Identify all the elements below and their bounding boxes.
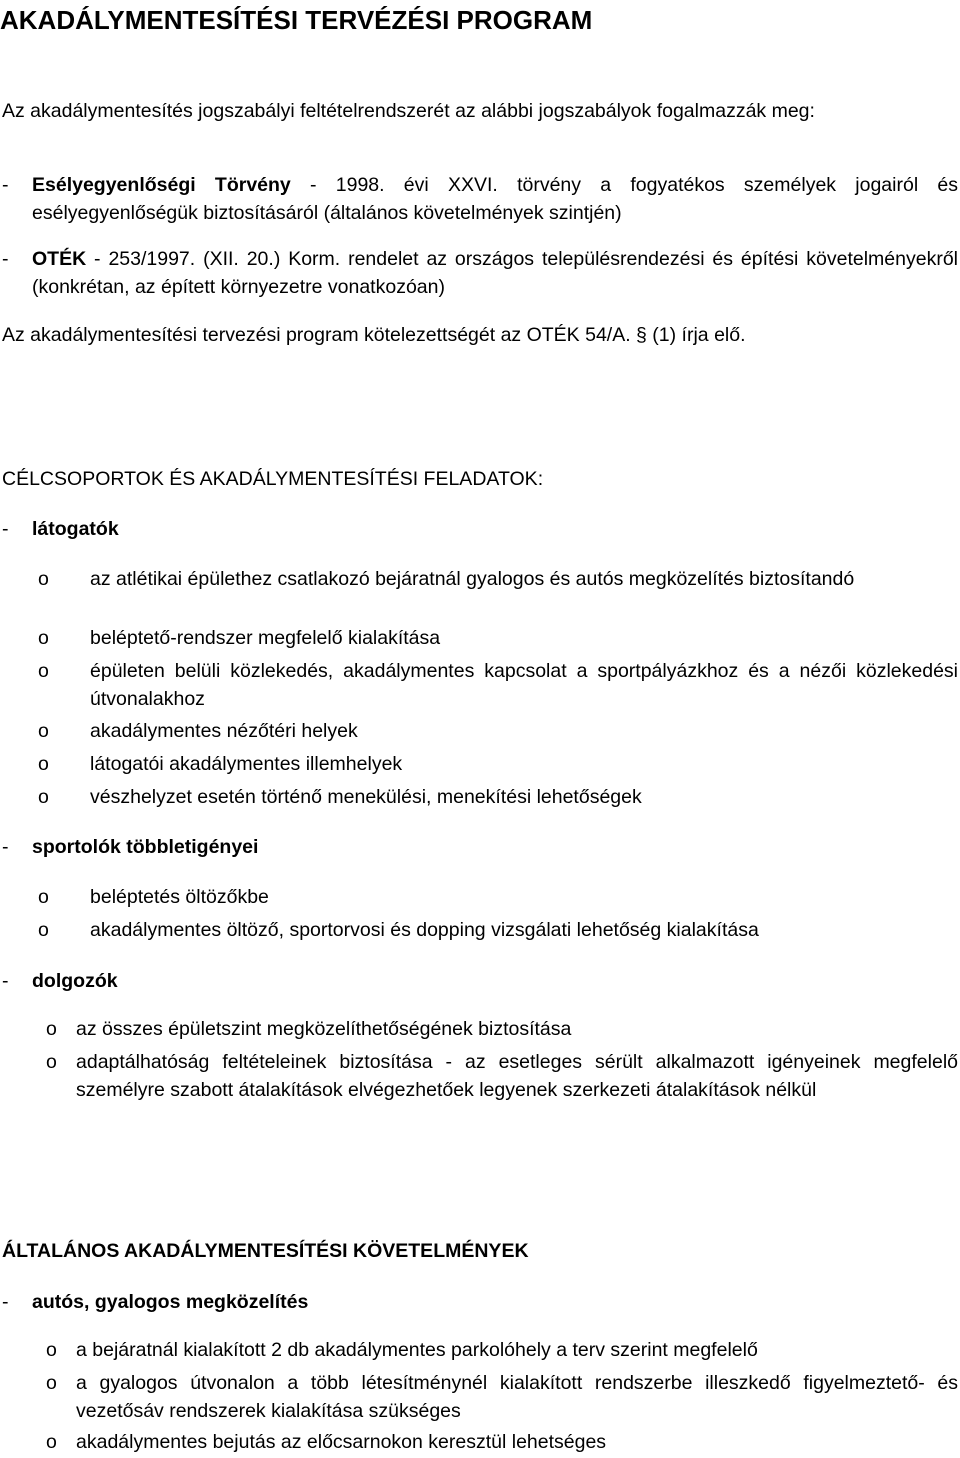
list-item-text: adaptálhatóság feltételeinek biztosítása - az esetleges sérült alkalmazott igényeinek megfelelő személyre szabott átalakítások elvégezhetőek legyenek szerkezeti átalakítások nélkül	[76, 1051, 958, 1101]
list-item	[2, 883, 958, 911]
dash-marker: -	[2, 836, 9, 858]
group-heading-access	[2, 1288, 308, 1316]
law-item-2	[2, 245, 958, 301]
bullet-marker: o	[46, 1431, 57, 1453]
law-item-text	[32, 171, 958, 227]
bullet-marker: o	[46, 1051, 57, 1073]
list-item	[2, 657, 958, 713]
bullet-marker: o	[38, 568, 49, 590]
list-item	[2, 1369, 958, 1425]
bullet-marker: o	[46, 1018, 57, 1040]
law-name: OTÉK	[32, 248, 87, 270]
list-item	[2, 916, 958, 944]
section-heading-general-requirements: ÁLTALÁNOS AKADÁLYMENTESÍTÉSI KÖVETELMÉNYEK	[2, 1240, 529, 1262]
list-item-text: akadálymentes öltöző, sportorvosi és dopping vizsgálati lehetőség kialakítása	[90, 919, 759, 941]
bullet-marker: o	[38, 720, 49, 742]
list-item-text: az atlétikai épülethez csatlakozó bejáratnál gyalogos és autós megközelítés biztosítandó	[90, 568, 855, 590]
list-item-text: az összes épületszint megközelíthetőségének biztosítása	[76, 1018, 572, 1040]
bullet-marker: o	[46, 1339, 57, 1361]
group-heading-employees	[2, 967, 118, 995]
list-item-text: akadálymentes bejutás az előcsarnokon keresztül lehetséges	[76, 1431, 607, 1453]
group-heading-visitors	[2, 515, 119, 543]
law-name: Esélyegyenlőségi Törvény	[32, 174, 291, 196]
list-item-text: épületen belüli közlekedés, akadálymentes kapcsolat a sportpályázkhoz és a nézői közlekedési útvonalakhoz	[90, 660, 958, 710]
group-label: sportolók többletigényei	[32, 836, 259, 858]
list-item-text: a bejáratnál kialakított 2 db akadálymentes parkolóhely a terv szerint megfelelő	[76, 1339, 758, 1361]
list-item	[2, 1428, 958, 1456]
list-item-text: vészhelyzet esetén történő menekülési, menekítési lehetőségek	[90, 786, 642, 808]
list-item	[2, 1048, 958, 1104]
list-item-text: beléptető-rendszer megfelelő kialakítása	[90, 627, 441, 649]
dash-marker: -	[2, 174, 9, 196]
bullet-marker: o	[38, 786, 49, 808]
dash-marker: -	[2, 518, 9, 540]
list-item	[2, 1015, 958, 1043]
list-item	[2, 624, 958, 652]
bullet-marker: o	[38, 627, 49, 649]
list-item	[2, 565, 958, 593]
group-label: dolgozók	[32, 970, 118, 992]
bullet-marker: o	[38, 886, 49, 908]
list-item	[2, 717, 958, 745]
document-title: AKADÁLYMENTESÍTÉSI TERVÉZÉSI PROGRAM	[0, 5, 593, 35]
bullet-marker: o	[38, 753, 49, 775]
list-item	[2, 783, 958, 811]
bullet-marker: o	[38, 919, 49, 941]
law-description: - 253/1997. (XII. 20.) Korm. rendelet az országos településrendezési és építési követelményekről (konkrétan, az épített környezetre vonatkozóan)	[32, 248, 958, 298]
intro-paragraph: Az akadálymentesítés jogszabályi feltételrendszerét az alábbi jogszabályok fogalmazzák meg:	[2, 100, 815, 122]
list-item-text: látogatói akadálymentes illemhelyek	[90, 753, 403, 775]
dash-marker: -	[2, 1291, 9, 1313]
bullet-marker: o	[38, 660, 49, 682]
list-item-text: beléptetés öltözőkbe	[90, 886, 269, 908]
list-item	[2, 750, 958, 778]
list-item-text: a gyalogos útvonalon a több létesítménynél kialakított rendszerbe illeszkedő figyelmeztető- és vezetősáv rendszerek kialakítása szükséges	[76, 1372, 958, 1422]
list-item-text: akadálymentes nézőtéri helyek	[90, 720, 358, 742]
group-heading-athletes	[2, 833, 258, 861]
group-label: látogatók	[32, 518, 119, 540]
law-item-1	[2, 171, 958, 227]
law-description: - 1998. évi XXVI. törvény a fogyatékos személyek jogairól és esélyegyenlőségük biztosításáról (általános követelmények szintjén)	[32, 174, 958, 224]
dash-marker: -	[2, 970, 9, 992]
obligation-paragraph: Az akadálymentesítési tervezési program kötelezettségét az OTÉK 54/A. § (1) írja elő.	[2, 324, 746, 346]
bullet-marker: o	[46, 1372, 57, 1394]
law-item-text	[32, 245, 958, 301]
group-label: autós, gyalogos megközelítés	[32, 1291, 309, 1313]
dash-marker: -	[2, 248, 9, 270]
section-heading-target-groups: CÉLCSOPORTOK ÉS AKADÁLYMENTESÍTÉSI FELADATOK:	[2, 468, 544, 490]
list-item	[2, 1336, 958, 1364]
